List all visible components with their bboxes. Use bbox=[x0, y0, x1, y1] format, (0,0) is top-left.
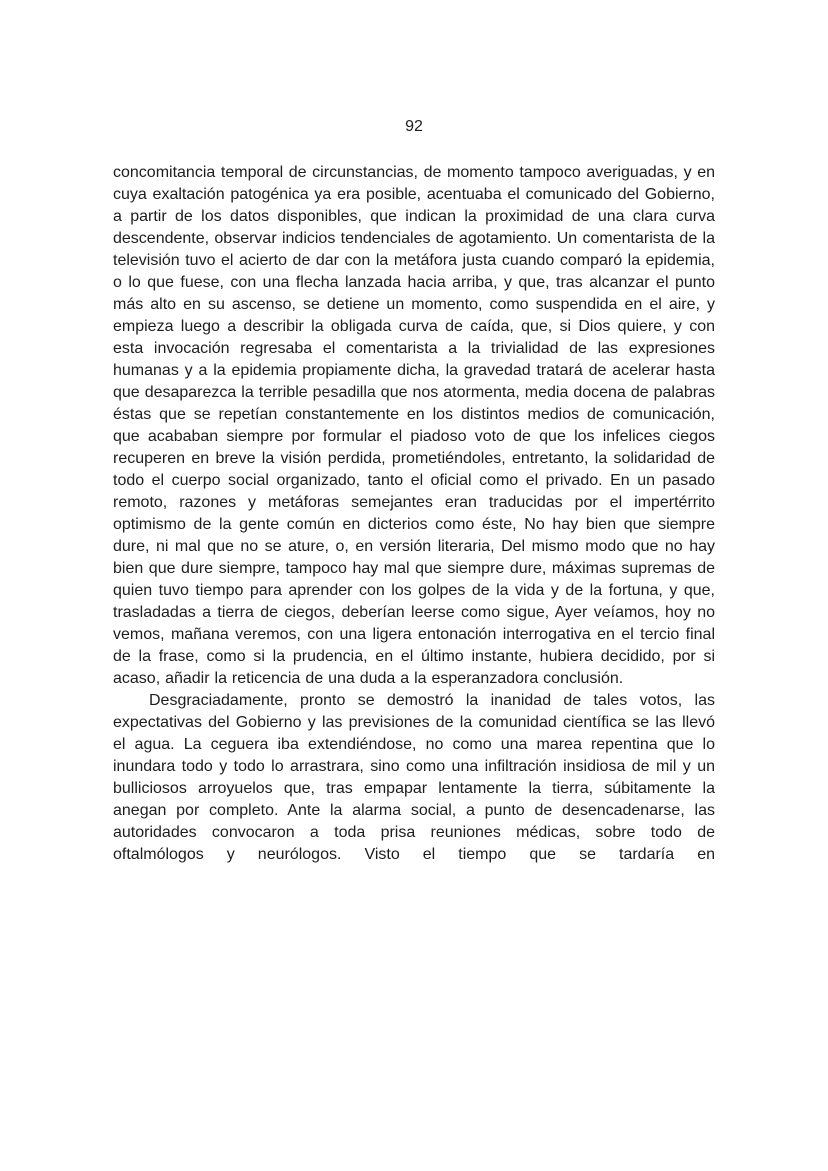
page-number: 92 bbox=[405, 118, 423, 135]
page-body bbox=[113, 162, 715, 866]
paragraph-continuation: concomitancia temporal de circunstancias, de momento tampoco averiguadas, y en cuya exaltación patogénica ya era posible, acentuaba el comunicado del Gobierno, a partir de los datos disponibles, que indican la proximidad de una clara curva descendente, observar indicios tendenciales de agotamiento. Un comentarista de la televisión tuvo el acierto de dar con la metáfora justa cuando comparó la epidemia, o lo que fuese, con una flecha lanzada hacia arriba, y que, tras alcanzar el punto más alto en su ascenso, se detiene un momento, como suspendida en el aire, y empieza luego a describir la obligada curva de caída, que, si Dios quiere, y con esta invocación regresaba el comentarista a la trivialidad de las expresiones humanas y a la epidemia propiamente dicha, la gravedad tratará de acelerar hasta que desaparezca la terrible pesadilla que nos atormenta, media docena de palabras éstas que se repetían constantemente en los distintos medios de comunicación, que acababan siempre por formular el piadoso voto de que los infelices ciegos recuperen en breve la visión perdida, prometiéndoles, entretanto, la solidaridad de todo el cuerpo social organizado, tanto el oficial como el privado. En un pasado remoto, razones y metáforas semejantes eran traducidas por el impertérrito optimismo de la gente común en dicterios como éste, No hay bien que siempre dure, ni mal que no se ature, o, en versión literaria, Del mismo modo que no hay bien que dure siempre, tampoco hay mal que siempre dure, máximas supremas de quien tuvo tiempo para aprender con los golpes de la vida y de la fortuna, y que, trasladadas a tierra de ciegos, deberían leerse como sigue, Ayer veíamos, hoy no vemos, mañana veremos, con una ligera entonación interrogativa en el tercio final de la frase, como si la prudencia, en el último instante, hubiera decidido, por si acaso, añadir la reticencia de una duda a la esperanzadora conclusión. bbox=[113, 164, 715, 687]
paragraph-second: Desgraciadamente, pronto se demostró la inanidad de tales votos, las expectativas del Gobierno y las previsiones de la comunidad científica se las llevó el agua. La ceguera iba extendiéndose, no como una marea repentina que lo inundara todo y todo lo arrastrara, sino como una infiltración insidiosa de mil y un bulliciosos arroyuelos que, tras empapar lentamente la tierra, súbitamente la anegan por completo. Ante la alarma social, a punto de desencadenarse, las autoridades convocaron a toda prisa reuniones médicas, sobre todo de oftalmólogos y neurólogos. Visto el tiempo que se tardaría en bbox=[113, 692, 715, 863]
